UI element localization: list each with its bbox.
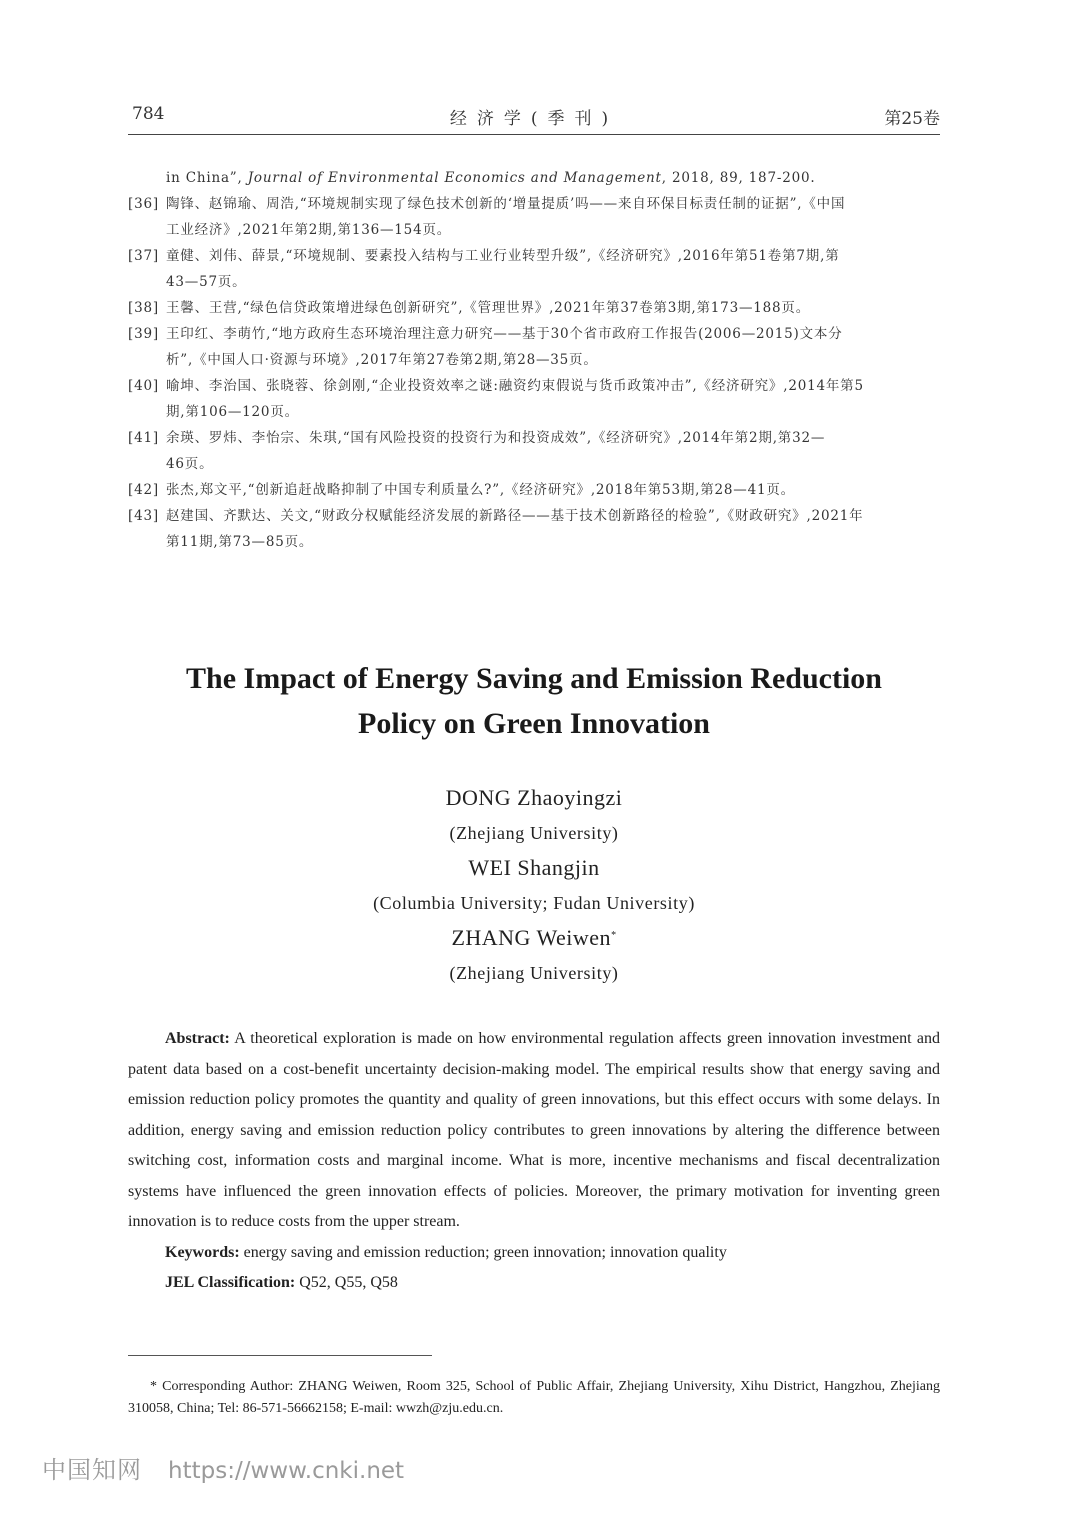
- footnote-rule: [128, 1355, 432, 1356]
- reference-line: 工业经济》,2021年第2期,第136—154页。: [166, 222, 452, 238]
- footnote-text: * Corresponding Author: ZHANG Weiwen, Room 325, School of Public Affair, Zhejiang University, Xihu District, Hangzhou, Zhejiang 310058, China; Tel: 86-571-56662158; E-mail: wwzh@zju.edu.cn.: [128, 1379, 940, 1416]
- author-name: WEI Shangjin: [468, 855, 600, 880]
- reference-item: [128, 295, 940, 321]
- reference-item: [128, 503, 940, 555]
- author-affiliation: (Columbia University; Fudan University): [373, 893, 695, 913]
- title-line-2: Policy on Green Innovation: [358, 707, 710, 740]
- continuation-journal: Journal of Environmental Economics and Management: [247, 170, 662, 186]
- reference-line: 王印红、李萌竹,“地方政府生态环境治理注意力研究——基于30个省市政府工作报告(2006—2015)文本分: [166, 326, 843, 342]
- running-header: [128, 104, 940, 132]
- reference-line: 析”,《中国人口·资源与环境》,2017年第27卷第2期,第28—35页。: [166, 352, 598, 368]
- reference-line: 43—57页。: [166, 274, 247, 290]
- watermark-url: https://www.cnki.net: [168, 1458, 405, 1484]
- reference-number: [40]: [128, 378, 159, 394]
- reference-number: [41]: [128, 430, 159, 446]
- abstract-text: A theoretical exploration is made on how environmental regulation affects green innovation investment and patent data based on a cost-benefit uncertainty decision-making model. The empirical results show that energy saving and emission reduction policy promotes the quantity and quality of green innovations, but this effect occurs with some delays. In addition, energy saving and emission reduction policy contributes to green innovations by altering the difference between switching cost, information costs and marginal income. What is more, incentive mechanisms and fiscal decentralization systems have influenced the green innovation effects of policies. Moreover, the primary motivation for inventing green innovation is to reduce costs from the upper stream.: [128, 1030, 940, 1230]
- keywords-line: [128, 1238, 940, 1269]
- keywords-text: energy saving and emission reduction; green innovation; innovation quality: [239, 1243, 727, 1261]
- jel-line: [128, 1268, 940, 1299]
- watermark-brand: 中国知网: [42, 1456, 142, 1484]
- author-affiliation: (Zhejiang University): [449, 963, 619, 983]
- reference-item: [128, 191, 940, 243]
- reference-line: 赵建国、齐默达、关文,“财政分权赋能经济发展的新路径——基于技术创新路径的检验”,《财政研究》,2021年: [166, 508, 864, 524]
- journal-name: 经济学(季刊): [449, 109, 619, 129]
- author-block: [128, 780, 940, 990]
- reference-number: [39]: [128, 326, 159, 342]
- corresponding-mark: *: [611, 930, 617, 941]
- continuation-text: in China”,: [166, 170, 243, 186]
- reference-items: [128, 191, 940, 555]
- abstract-label: Abstract:: [165, 1030, 230, 1047]
- reference-line: 46页。: [166, 456, 214, 472]
- paper-title: [128, 656, 940, 746]
- continuation-tail: , 2018, 89, 187-200.: [661, 170, 816, 186]
- reference-number: [38]: [128, 300, 159, 316]
- reference-item: [128, 425, 940, 477]
- abstract-section: [128, 1024, 940, 1299]
- reference-line: 期,第106—120页。: [166, 404, 299, 420]
- reference-number: [36]: [128, 196, 159, 212]
- reference-line: 张杰,郑文平,“创新追赶战略抑制了中国专利质量么?”,《经济研究》,2018年第53期,第28—41页。: [166, 482, 795, 498]
- author-affiliation: (Zhejiang University): [449, 823, 619, 843]
- page-number: 784: [132, 104, 165, 124]
- reference-item: [128, 373, 940, 425]
- title-line-1: The Impact of Energy Saving and Emission Reduction: [186, 662, 882, 695]
- reference-line: 喻坤、李治国、张晓蓉、徐剑刚,“企业投资效率之谜:融资约束假说与货币政策冲击”,《经济研究》,2014年第5: [166, 378, 864, 394]
- author-name: ZHANG Weiwen*: [451, 925, 617, 950]
- reference-number: [42]: [128, 482, 159, 498]
- volume-label: 第25卷: [884, 109, 940, 129]
- reference-line: 陶锋、赵锦瑜、周浩,“环境规制实现了绿色技术创新的‘增量提质’吗——来自环保目标责任制的证据”,《中国: [166, 196, 846, 212]
- keywords-label: Keywords:: [165, 1243, 240, 1261]
- jel-label: JEL Classification:: [165, 1274, 296, 1291]
- reference-item: [128, 243, 940, 295]
- reference-line: 第11期,第73—85页。: [166, 534, 314, 550]
- jel-text: Q52, Q55, Q58: [295, 1274, 398, 1291]
- reference-number: [43]: [128, 508, 159, 524]
- header-rule: [128, 134, 940, 135]
- reference-continuation: [128, 165, 940, 191]
- cnki-watermark: [42, 1450, 404, 1485]
- reference-item: [128, 477, 940, 503]
- footnote: [128, 1376, 940, 1420]
- abstract-paragraph: [128, 1024, 940, 1238]
- reference-item: [128, 321, 940, 373]
- author-name: DONG Zhaoyingzi: [445, 785, 623, 810]
- reference-line: 余瑛、罗炜、李怡宗、朱琪,“国有风险投资的投资行为和投资成效”,《经济研究》,2014年第2期,第32—: [166, 430, 826, 446]
- reference-line: 童健、刘伟、薛景,“环境规制、要素投入结构与工业行业转型升级”,《经济研究》,2016年第51卷第7期,第: [166, 248, 840, 264]
- reference-number: [37]: [128, 248, 159, 264]
- reference-line: 王馨、王营,“绿色信贷政策增进绿色创新研究”,《管理世界》,2021年第37卷第3期,第173—188页。: [166, 300, 811, 316]
- reference-list: [128, 165, 940, 555]
